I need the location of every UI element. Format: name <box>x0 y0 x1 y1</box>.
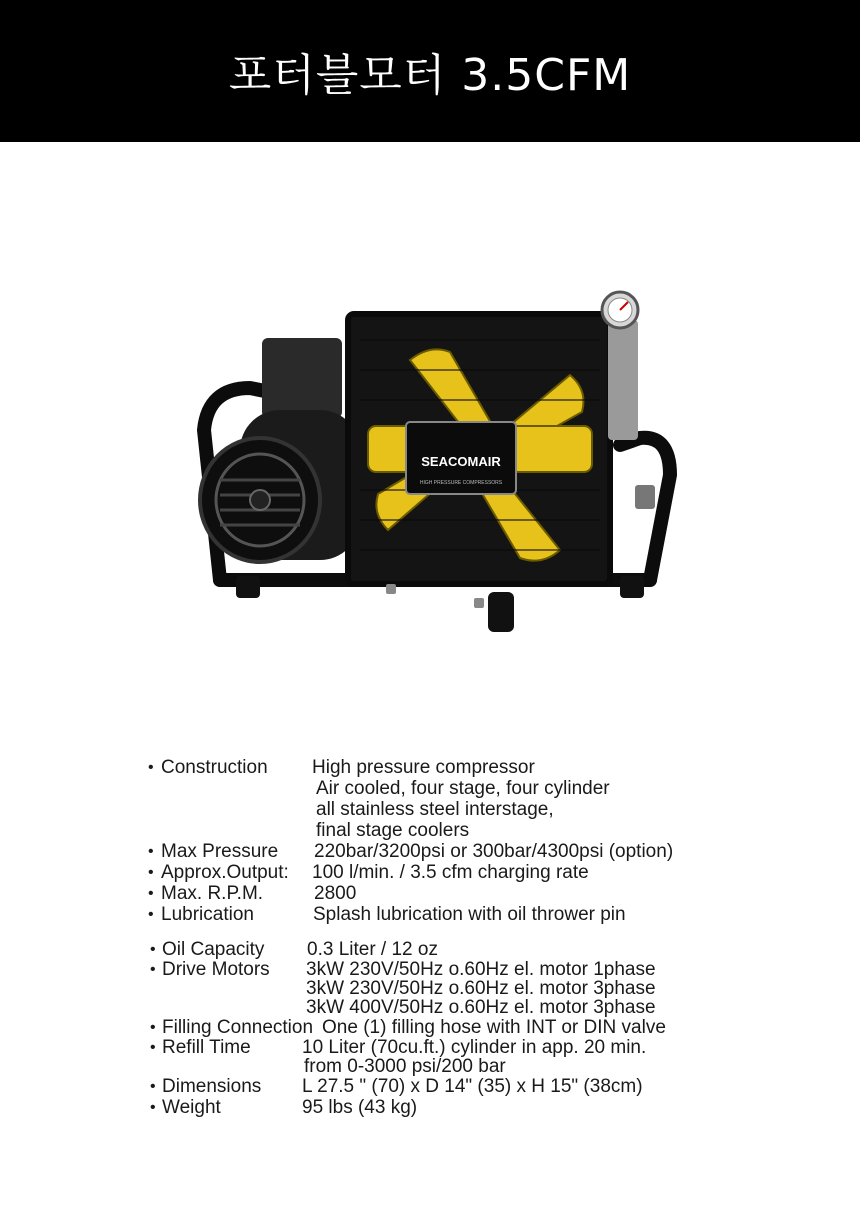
label-lubrication: Lubrication <box>161 904 254 925</box>
brand-subtitle: HIGH PRESSURE COMPRESSORS <box>419 480 503 486</box>
value-drive-motors-3: 3kW 400V/50Hz o.60Hz el. motor 3phase <box>306 997 656 1018</box>
value-construction-2: Air cooled, four stage, four cylinder <box>316 778 610 799</box>
value-max-rpm: 2800 <box>314 883 357 904</box>
label-refill-time: Refill Time <box>162 1037 251 1058</box>
value-oil-capacity: 0.3 Liter / 12 oz <box>307 939 438 960</box>
value-refill-time-1: 10 Liter (70cu.ft.) cylinder in app. 20 min. <box>302 1037 647 1058</box>
bullet-oil-capacity: • <box>150 941 156 958</box>
value-weight: 95 lbs (43 kg) <box>302 1097 418 1118</box>
value-approx-output: 100 l/min. / 3.5 cfm charging rate <box>312 862 589 883</box>
bullet-filling-connection: • <box>150 1019 156 1036</box>
bullet-max-pressure: • <box>148 843 154 860</box>
label-dimensions: Dimensions <box>162 1076 262 1097</box>
label-filling-connection: Filling Connection <box>162 1017 314 1038</box>
label-weight: Weight <box>162 1097 221 1118</box>
bullet-dimensions: • <box>150 1078 156 1095</box>
value-lubrication: Splash lubrication with oil thrower pin <box>313 904 626 925</box>
value-construction-4: final stage coolers <box>316 820 470 841</box>
label-max-pressure: Max Pressure <box>161 841 279 862</box>
brand-label: SEACOMAIR <box>421 454 501 469</box>
bullet-approx-output: • <box>148 864 154 881</box>
value-refill-time-2: from 0-3000 psi/200 bar <box>304 1056 506 1077</box>
bullet-max-rpm: • <box>148 885 154 902</box>
value-filling-connection: One (1) filling hose with INT or DIN valve <box>322 1017 666 1038</box>
bullet-refill-time: • <box>150 1039 156 1056</box>
value-drive-motors-1: 3kW 230V/50Hz o.60Hz el. motor 1phase <box>306 959 656 980</box>
label-max-rpm: Max. R.P.M. <box>161 883 264 904</box>
value-construction-3: all stainless steel interstage, <box>316 799 554 820</box>
bullet-lubrication: • <box>148 906 154 923</box>
bullet-drive-motors: • <box>150 961 156 978</box>
label-construction: Construction <box>161 757 268 778</box>
page-title: 포터블모터 3.5CFM <box>228 50 632 101</box>
label-drive-motors: Drive Motors <box>162 959 270 980</box>
bullet-construction: • <box>148 759 154 776</box>
label-oil-capacity: Oil Capacity <box>162 939 265 960</box>
value-construction-1: High pressure compressor <box>312 757 535 778</box>
bullet-weight: • <box>150 1099 156 1116</box>
value-dimensions: L 27.5 " (70) x D 14" (35) x H 15" (38cm) <box>302 1076 643 1097</box>
value-max-pressure: 220bar/3200psi or 300bar/4300psi (option) <box>314 841 674 862</box>
value-drive-motors-2: 3kW 230V/50Hz o.60Hz el. motor 3phase <box>306 978 656 999</box>
label-approx-output: Approx.Output: <box>161 862 289 883</box>
